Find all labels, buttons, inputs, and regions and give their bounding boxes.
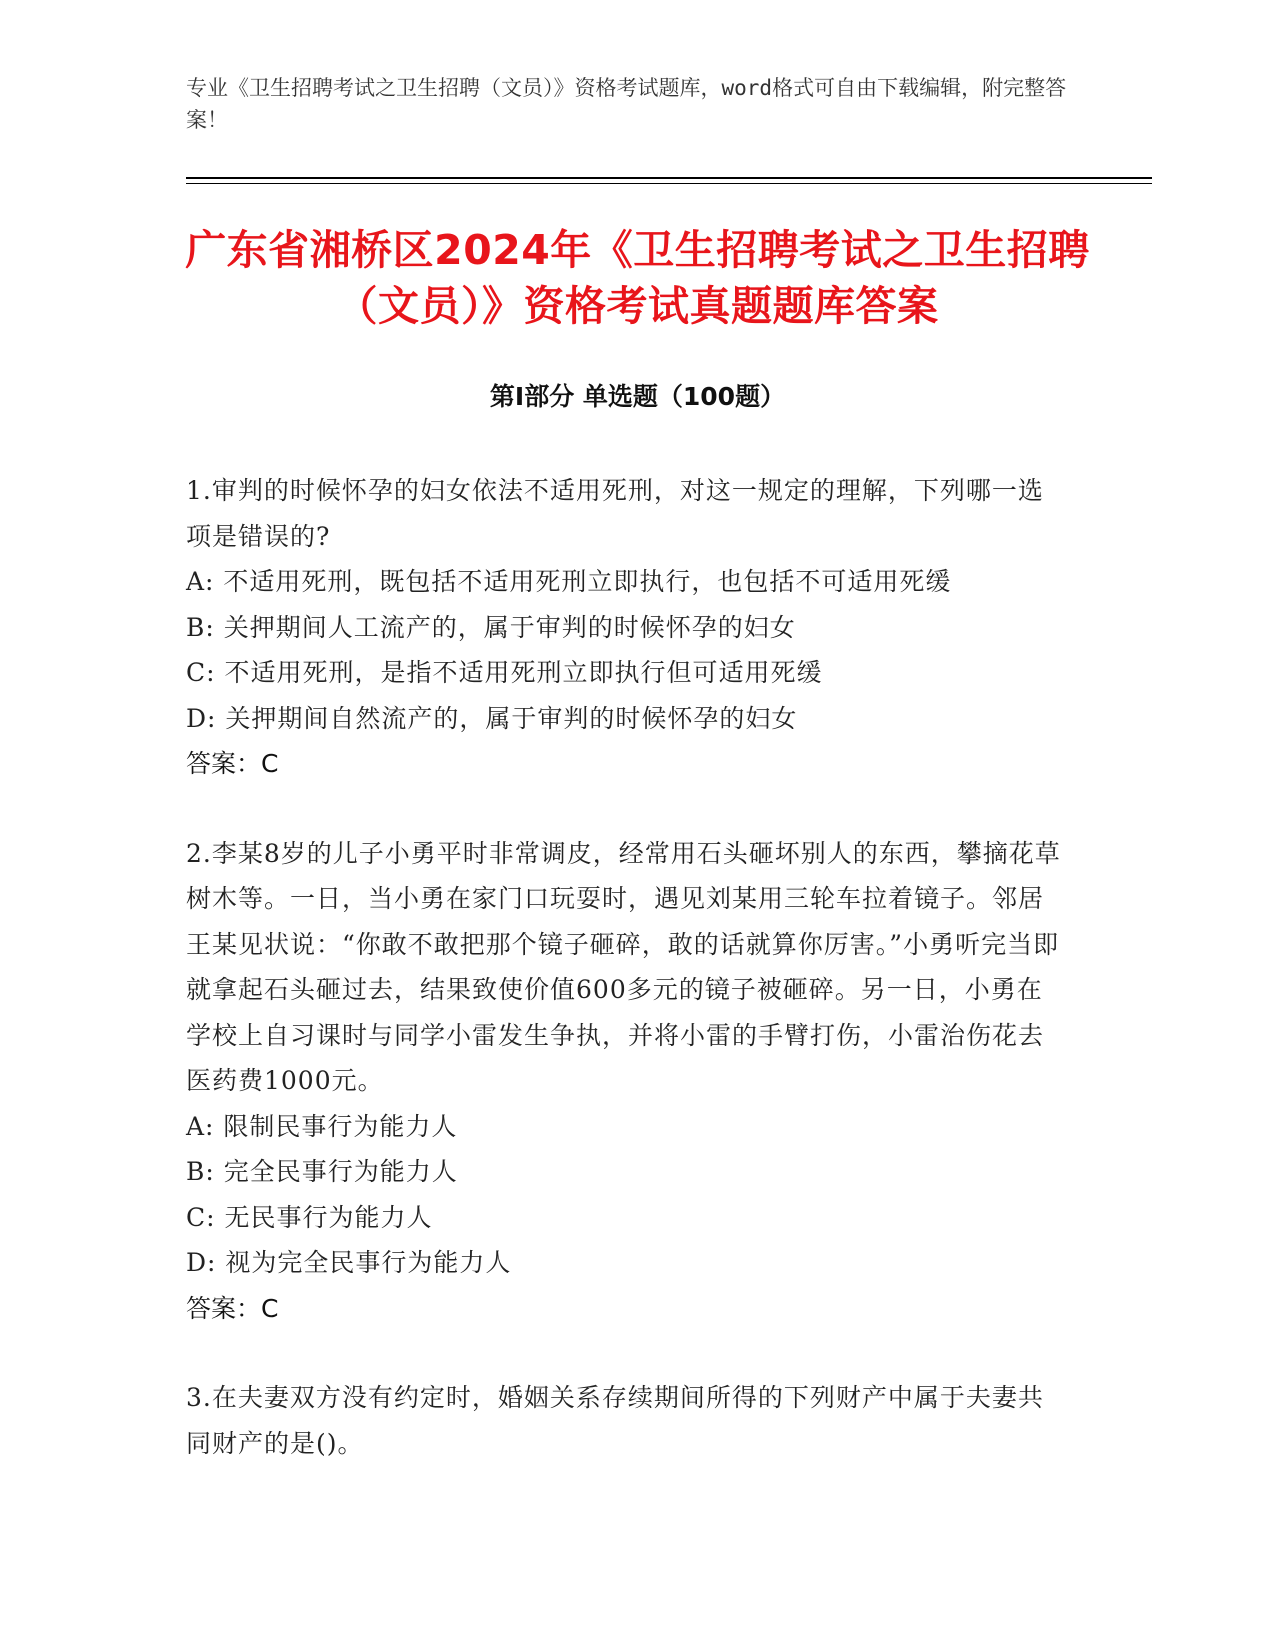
question-3: [186, 1375, 1066, 1466]
question-list: [186, 468, 1066, 1510]
section-title: 第Ⅰ部分 单选题（100题）: [489, 382, 786, 411]
option-c: C: 不适用死刑，是指不适用死刑立即执行但可适用死缓: [186, 658, 823, 687]
option-d: D: 视为完全民事行为能力人: [186, 1248, 512, 1277]
option-d: D: 关押期间自然流产的，属于审判的时候怀孕的妇女: [186, 703, 798, 733]
answer: 答案：C: [186, 1293, 279, 1323]
header-note: 专业《卫生招聘考试之卫生招聘（文员）》资格考试题库，word格式可自由下载编辑，附完整答案！: [186, 76, 1067, 132]
option-a: A: 限制民事行为能力人: [186, 1111, 458, 1141]
option-b: B: 关押期间人工流产的，属于审判的时候怀孕的妇女: [186, 612, 796, 642]
option-a: A: 不适用死刑，既包括不适用死刑立即执行，也包括不可适用死缓: [186, 567, 952, 596]
question-text: 2.李某8岁的儿子小勇平时非常调皮，经常用石头砸坏别人的东西，攀摘花草树木等。一日，当小勇在家门口玩耍时，遇见刘某用三轮车拉着镜子。邻居王某见状说：“你敢不敢把那个镜子砸碎，敢的话就算你厉害。”小勇听完当即就拿起石头砸过去，结果致使价值600多元的镜子被砸碎。另一日，小勇在学校上自习课时与同学小雷发生争执，并将小雷的手臂打伤，小雷治伤花去医药费1000元。: [186, 838, 1061, 1095]
answer: 答案：C: [186, 749, 279, 778]
question-2: [186, 831, 1066, 1332]
header-divider-thin: [186, 183, 1152, 184]
question-text: 1.审判的时候怀孕的妇女依法不适用死刑，对这一规定的理解，下列哪一选项是错误的?: [186, 476, 1044, 551]
question-1: [186, 468, 1066, 787]
document-title: 广东省湘桥区2024年《卫生招聘考试之卫生招聘（文员）》资格考试真题题库答案: [185, 226, 1090, 330]
option-b: B: 完全民事行为能力人: [186, 1157, 458, 1186]
question-text: 3.在夫妻双方没有约定时，婚姻关系存续期间所得的下列财产中属于夫妻共同财产的是()。: [186, 1383, 1044, 1458]
header-divider-thick: [186, 177, 1152, 179]
option-c: C: 无民事行为能力人: [186, 1202, 433, 1232]
